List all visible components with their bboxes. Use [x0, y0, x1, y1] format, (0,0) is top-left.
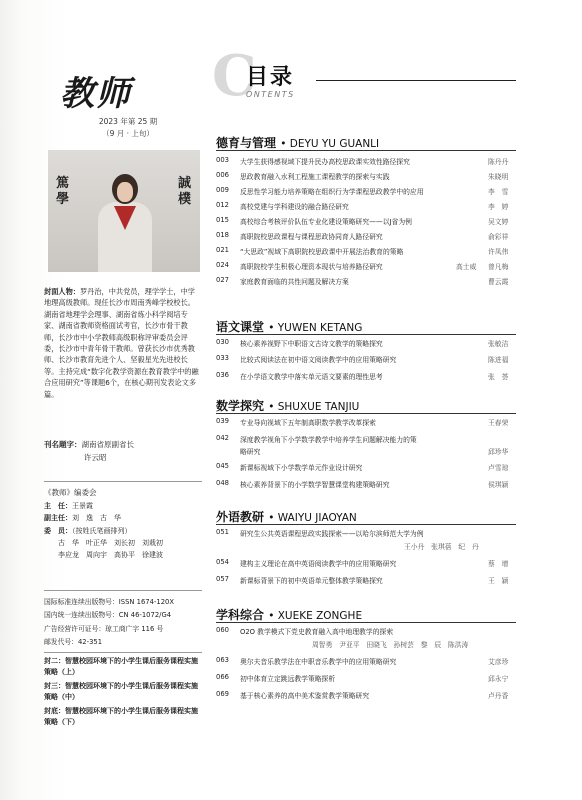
article-title: 比较式阅读法在初中语文阅读教学中的应用策略研究: [240, 356, 397, 364]
section-heading: [216, 397, 556, 414]
page-number: 021: [216, 246, 229, 254]
article-title: 高校综合考核评价队伍专业化建设策略研究——以J省为例: [240, 218, 412, 226]
article-title: 高职院校学生积极心理资本现状与培养路径研究: [240, 263, 383, 271]
section-heading: [216, 318, 556, 335]
article-author: 艾彦珍: [488, 658, 509, 666]
divider: [44, 481, 202, 482]
contents-title: 目录: [246, 65, 295, 90]
toc-entry-authors: [216, 541, 556, 554]
section-rule: [216, 413, 516, 414]
page-number: 018: [216, 231, 229, 239]
section-shuxue: [216, 397, 556, 489]
article-author: 王 颖: [488, 577, 509, 585]
text: 刘 逸 古 华: [72, 514, 121, 523]
publication-info: [44, 596, 204, 650]
article-author: 曹云霞: [488, 278, 509, 286]
article-title: O2O 教学模式下党史教育融入高中地理教学的探索: [240, 628, 394, 636]
divider: [44, 590, 202, 591]
article-author: 邱永宁: [488, 675, 509, 683]
section-rule: [216, 622, 516, 623]
section-xueke: [216, 606, 556, 700]
text: 封底：智慧校园环境下的小学生课后服务课程实施策略（下）: [44, 707, 198, 726]
toc-entry[interactable]: [216, 656, 556, 669]
article-author: 王春荣: [488, 419, 509, 427]
toc-entry[interactable]: [216, 216, 556, 229]
section-yuwen: [216, 318, 556, 381]
article-title: 高校党建与学科建设的融合路径研究: [240, 203, 349, 211]
page-number: 057: [216, 575, 229, 583]
page-number: 033: [216, 354, 229, 362]
section-heading: [216, 508, 556, 525]
article-author: 邱珍华: [488, 448, 509, 456]
page-number: 039: [216, 417, 229, 425]
article-title: 核心素养视野下中职语文古诗文教学的策略探究: [240, 340, 383, 348]
contents-subtitle: ONTENTS: [246, 90, 295, 99]
article-author: 曾凡梅: [488, 263, 509, 271]
page-number: 003: [216, 156, 229, 164]
editorial-board-title: 《教师》编委会: [44, 488, 97, 497]
text: • SHUXUE TANJIU: [268, 401, 360, 413]
text: 语文课堂: [216, 320, 265, 334]
article-title: 高职院校思政课程与课程思政协同育人路径研究: [240, 233, 383, 241]
toc-entry[interactable]: [216, 231, 556, 244]
toc-entry[interactable]: [216, 479, 556, 492]
text: 邮发代号：42-351: [44, 638, 103, 647]
article-author: 张敏洁: [488, 340, 509, 348]
article-author: 王小丹 张琪蓓 纪 丹: [404, 543, 479, 551]
issue-number: 2023 年第 25 期: [98, 117, 158, 126]
article-title: 家庭教育面临的共性问题及解决方案: [240, 278, 349, 286]
section-waiyu: [216, 508, 556, 585]
toc-entry[interactable]: [216, 276, 556, 289]
cover-notes: [44, 656, 204, 731]
toc-entry[interactable]: [216, 338, 556, 351]
toc-entry[interactable]: [216, 186, 556, 199]
text: 刊名题字：: [44, 440, 82, 449]
text: • XUEKE ZONGHE: [268, 610, 363, 622]
inscription: [44, 438, 202, 464]
cover-photo: [48, 150, 200, 272]
article-author: 李 雪: [488, 188, 509, 196]
article-title: 奥尔夫音乐教学法在中职音乐教学中的应用策略研究: [240, 658, 397, 666]
text: 封二：智慧校园环境下的小学生课后服务课程实施策略（上）: [44, 657, 198, 676]
article-title: 核心素养背景下的小学数学智慧课堂构建策略研究: [240, 481, 390, 489]
issue-period: （9 月 · 上旬）: [102, 129, 154, 138]
calligraphy-right: 誠樸: [178, 176, 192, 207]
article-title: 新课标视域下小学数学单元作业设计研究: [240, 464, 363, 472]
toc-entry[interactable]: [216, 417, 556, 430]
text: • WAIYU JIAOYAN: [268, 512, 357, 524]
calligraphy-left: 篤學: [56, 176, 70, 207]
toc-entry-authors: [216, 639, 556, 652]
section-rule: [216, 524, 516, 525]
text: 古 华 叶正华 刘长初 刘栽初: [58, 538, 163, 547]
section-deyu: [216, 134, 556, 286]
page-number: 009: [216, 186, 229, 194]
article-title: “大思政”视域下高职院校思政课中开展法治教育的策略: [240, 248, 404, 256]
toc-entry[interactable]: [216, 371, 556, 384]
page-number: 063: [216, 656, 229, 664]
page-number: 015: [216, 216, 229, 224]
page-number: 030: [216, 338, 229, 346]
toc-entry[interactable]: [216, 354, 556, 367]
section-heading: [216, 606, 556, 623]
toc-entry[interactable]: [216, 690, 556, 703]
article-title-continued: 略研究: [240, 448, 261, 456]
page-number: 051: [216, 528, 229, 536]
article-author: 陈丹丹: [488, 158, 509, 166]
text: 数学探究: [216, 399, 265, 413]
article-title: 研究生公共英语课程思政实践探索——以哈尔滨师范大学为例: [240, 530, 424, 538]
contents-c-letter: C: [212, 43, 257, 109]
cover-person-bio: [44, 286, 202, 400]
text: 广告经营许可证号：琼工商广字 116 号: [44, 624, 164, 633]
divider: [44, 652, 202, 653]
article-title: 在小学语文教学中落实单元语文要素的理性思考: [240, 373, 383, 381]
text: 王景霞: [72, 502, 93, 510]
page-number: 066: [216, 673, 229, 681]
page-number: 060: [216, 626, 229, 634]
left-column: [42, 0, 202, 800]
article-title: 思政教育融入水利工程施工课程教学的探索与实践: [240, 173, 390, 181]
article-author: 俞彩祥: [488, 233, 509, 241]
article-author: 卢丹香: [488, 692, 509, 700]
text: 许云昭: [84, 453, 107, 462]
toc-entry[interactable]: [216, 171, 556, 184]
article-title: 深度教学视角下小学数学教学中培养学生问题解决能力的策: [240, 436, 417, 444]
page-number: 036: [216, 371, 229, 379]
page-number: 012: [216, 201, 229, 209]
article-title: 反思性学习能力培养策略在组织行为学课程思政教学中的应用: [240, 188, 424, 196]
text: 委 员：: [44, 526, 72, 535]
text: 国内统一连续出版物号：CN 46-1072/G4: [44, 611, 172, 620]
article-author: 张 荟: [488, 373, 509, 381]
text: 副主任：: [44, 514, 72, 523]
page-number: 045: [216, 462, 229, 470]
text: • DEYU YU GUANLI: [280, 138, 380, 150]
toc-entry-continued[interactable]: [216, 446, 556, 459]
toc-entry[interactable]: [216, 156, 556, 169]
page-number: 027: [216, 276, 229, 284]
article-author: 周智勇 尹亚平 田晓飞 孙树芸 黎 辰 陈洪涛: [312, 641, 469, 649]
page-number: 042: [216, 434, 229, 442]
article-author: 李 婷: [488, 203, 509, 211]
toc-entry[interactable]: [216, 558, 556, 571]
text: 学科综合: [216, 608, 265, 622]
toc-entry[interactable]: [216, 528, 556, 541]
article-title: 大学生获得感视域下提升民办高校思政课实效性路径探究: [240, 158, 410, 166]
section-rule: [216, 334, 516, 335]
toc-entry[interactable]: [216, 462, 556, 475]
article-title: 基于核心素养的高中美术鉴赏教学策略研究: [240, 692, 370, 700]
toc-entry[interactable]: [216, 673, 556, 686]
text: 李应龙 周向宇 高协平 徐建波: [58, 551, 163, 560]
editorial-board: [44, 500, 204, 561]
text: 德育与管理: [216, 136, 277, 150]
article-author: 侯琪颖: [488, 481, 509, 489]
article-author: 朱晓明: [488, 173, 509, 181]
toc-entry[interactable]: [216, 201, 556, 214]
article-title: 建构主义理论在高中英语阅读教学中的应用策略研究: [240, 560, 397, 568]
text: 外语教研: [216, 510, 265, 524]
toc-entry[interactable]: [216, 261, 556, 274]
masthead: 教师: [60, 74, 132, 114]
article-author: 卢雪琼: [488, 464, 509, 472]
person-face: [117, 182, 133, 202]
text: （按姓氏笔画排列）: [72, 526, 132, 535]
article-author-secondary: 高士威: [456, 263, 477, 271]
section-rule: [216, 150, 516, 151]
text: 罗丹治，中共党员，理学学士，中学地理高级教师。现任长沙市周南秀峰学校校长。湖南省地理学会理事、湖南省炼小科学阅培专家、湖南省教师资格面试考官，长沙市骨干教师，长沙市中小学教师高级职称评审委员会评委，长沙市中青年骨干教师。曾获长沙市优秀教师、长沙市教育先进个人、坚毅星光先进校长等。主持完成“数字化教学资源在教育教学中的融合应用研究”等课题6个，在核心期刊发表论文多篇。: [44, 287, 199, 399]
page-number: 006: [216, 171, 229, 179]
text: 封三：智慧校园环境下的小学生课后服务课程实施策略（中）: [44, 682, 198, 701]
article-title: 新课标背景下的初中英语单元整体教学策略探究: [240, 577, 383, 585]
article-title: 专业导向视域下五年制高职数学教学改革探索: [240, 419, 376, 427]
page-number: 069: [216, 690, 229, 698]
article-author: 许凤伟: [488, 248, 509, 256]
article-author: 蔡 增: [488, 560, 509, 568]
text: 主 任：: [44, 502, 72, 510]
toc-entry[interactable]: [216, 246, 556, 259]
page-number: 024: [216, 261, 229, 269]
section-heading: [216, 134, 556, 151]
text: • YUWEN KETANG: [268, 322, 363, 334]
text: 湖南省原副省长: [81, 440, 134, 449]
toc-entry[interactable]: [216, 575, 556, 588]
page-number: 054: [216, 558, 229, 566]
title-rule: [316, 80, 516, 81]
issue-info: [88, 116, 168, 140]
text: 国际标准连续出版物号：ISSN 1674-120X: [44, 598, 175, 606]
text: 封面人物：: [44, 287, 80, 296]
page-number: 048: [216, 479, 229, 487]
article-author: 吴文婷: [488, 218, 509, 226]
article-author: 陈进福: [488, 356, 509, 364]
toc-entry[interactable]: [216, 626, 556, 639]
article-title: 初中体育立定跳远教学策略探析: [240, 675, 336, 683]
